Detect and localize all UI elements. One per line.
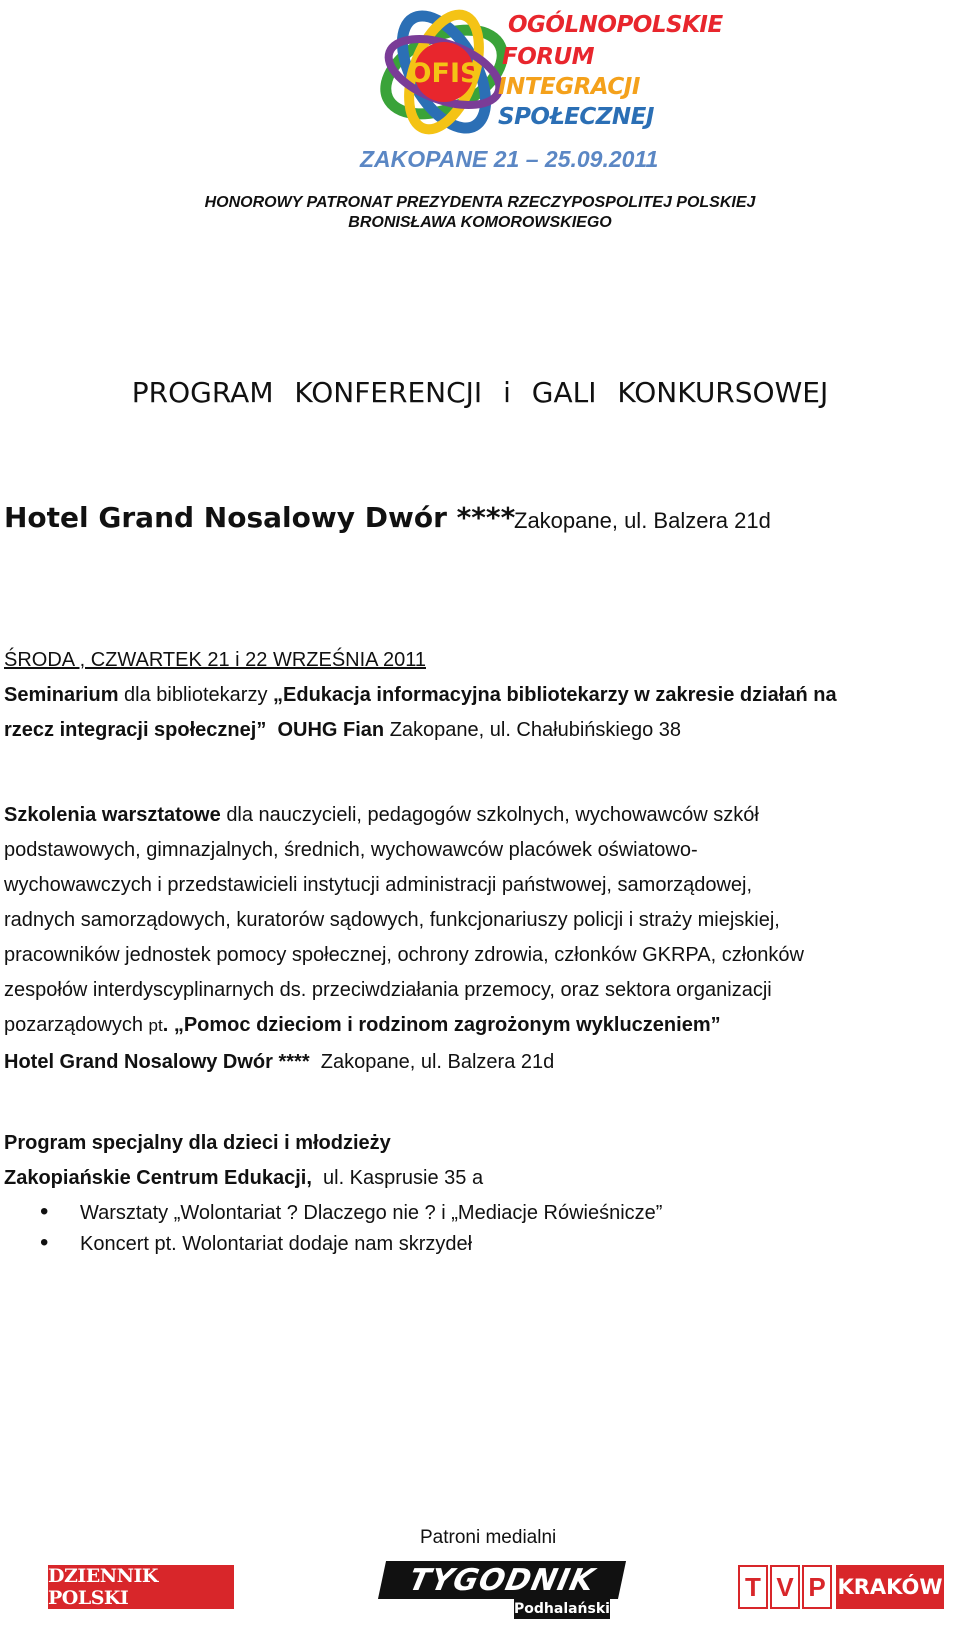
tvp-letter-v: V (770, 1565, 800, 1609)
section2-line2: podstawowych, gimnazjalnych, średnich, wychowawców placówek oświatowo- (4, 839, 698, 861)
list-item: Koncert pt. Wolontariat dodaje nam skrzydeł (80, 1233, 473, 1255)
workshops-text-7a: pozarządowych (4, 1014, 143, 1036)
section2-line6: zespołów interdyscyplinarnych ds. przeciwdziałania przemocy, oraz sektora organizacji (4, 979, 772, 1001)
logo-line4: SPOŁECZNEJ (498, 104, 654, 130)
section2-line4: radnych samorządowych, kuratorów sądowych, funkcjonariuszy policji i straży miejskiej, (4, 909, 780, 931)
seminar-place-name: OUHG Fian (277, 719, 385, 741)
workshops-venue-address: Zakopane, ul. Balzera 21d (320, 1051, 555, 1073)
title-word-program: PROGRAM (131, 376, 274, 409)
tygodnik-sub-text: Podhalański (514, 1601, 610, 1617)
tvp-city-text: KRAKÓW (836, 1565, 944, 1609)
patronat-line1: HONOROWY PATRONAT PREZYDENTA RZECZYPOSPOLITEJ POLSKIEJ (204, 194, 756, 211)
patronat-line2: BRONISŁAWA KOMOROWSKIEGO (348, 214, 612, 231)
zce-address: ul. Kasprusie 35 a (323, 1167, 484, 1189)
section3-place (4, 1168, 483, 1188)
venue-address: Zakopane, ul. Balzera 21d (514, 508, 771, 533)
title-word-i: i (503, 376, 511, 409)
ofis-logo (372, 2, 723, 144)
section2-line3: wychowawczych i przedstawicieli instytucji administracji państwowej, samorządowej, (4, 874, 753, 896)
seminar-place-address: Zakopane, ul. Chałubińskiego 38 (389, 719, 681, 741)
logo-line1: OGÓLNOPOLSKIE (508, 12, 723, 38)
section1-days: ŚRODA , CZWARTEK 21 i 22 WRZEŚNIA 2011 (4, 649, 426, 671)
zce-name: Zakopiańskie Centrum Edukacji, (4, 1167, 312, 1189)
bullet-icon: • (40, 1229, 49, 1256)
section1-seminar-line (4, 685, 837, 705)
page-title (0, 376, 960, 409)
workshops-text-pt: pt (148, 1016, 163, 1035)
section1-seminar-line2 (4, 720, 681, 740)
section2-venue (4, 1052, 554, 1072)
workshops-text-1: dla nauczycieli, pedagogów szkolnych, wychowawców szkół (226, 804, 759, 826)
logo-line3: INTEGRACJI (498, 74, 640, 100)
seminar-title-a: „Edukacja informacyjna bibliotekarzy w zakresie działań na (273, 684, 837, 706)
section3-title: Program specjalny dla dzieci i młodzieży (4, 1132, 391, 1154)
workshops-title: . „Pomoc dzieciom i rodzinom zagrożonym wykluczeniem” (162, 1014, 721, 1036)
bullet-icon: • (40, 1198, 49, 1225)
list-item: Warsztaty „Wolontariat ? Dlaczego nie ? i „Mediacje Rówieśnicze” (80, 1202, 663, 1224)
tvp-krakow-logo (738, 1565, 944, 1609)
section2-line7 (4, 1015, 721, 1035)
title-word-gali: GALI (531, 376, 597, 409)
event-dates: ZAKOPANE 21 – 25.09.2011 (360, 146, 659, 172)
title-word-konkursowej: KONKURSOWEJ (617, 376, 829, 409)
seminar-label: Seminarium (4, 684, 119, 706)
seminar-title-b: rzecz integracji społecznej” (4, 719, 267, 741)
tygodnik-text: TYGODNIK (405, 1562, 599, 1598)
patroni-label: Patroni medialni (420, 1527, 557, 1548)
logo-line2: FORUM (502, 44, 595, 70)
section2-line5: pracowników jednostek pomocy społecznej, ochrony zdrowia, członków GKRPA, członków (4, 944, 804, 966)
workshops-label: Szkolenia warsztatowe (4, 804, 221, 826)
venue-name: Hotel Grand Nosalowy Dwór **** (4, 501, 516, 534)
logo-acronym: OFIS (408, 58, 480, 89)
seminar-audience: dla bibliotekarzy (124, 684, 268, 706)
dziennik-polski-logo (48, 1565, 234, 1609)
section2-line1 (4, 805, 759, 825)
tygodnik-podhalanski-logo (382, 1555, 622, 1625)
title-word-konferencji: KONFERENCJI (294, 376, 483, 409)
tvp-letter-t: T (738, 1565, 768, 1609)
tvp-letter-p: P (802, 1565, 832, 1609)
workshops-venue-name: Hotel Grand Nosalowy Dwór **** (4, 1051, 310, 1073)
dziennik-polski-text: DZIENNIK POLSKI (48, 1565, 158, 1609)
